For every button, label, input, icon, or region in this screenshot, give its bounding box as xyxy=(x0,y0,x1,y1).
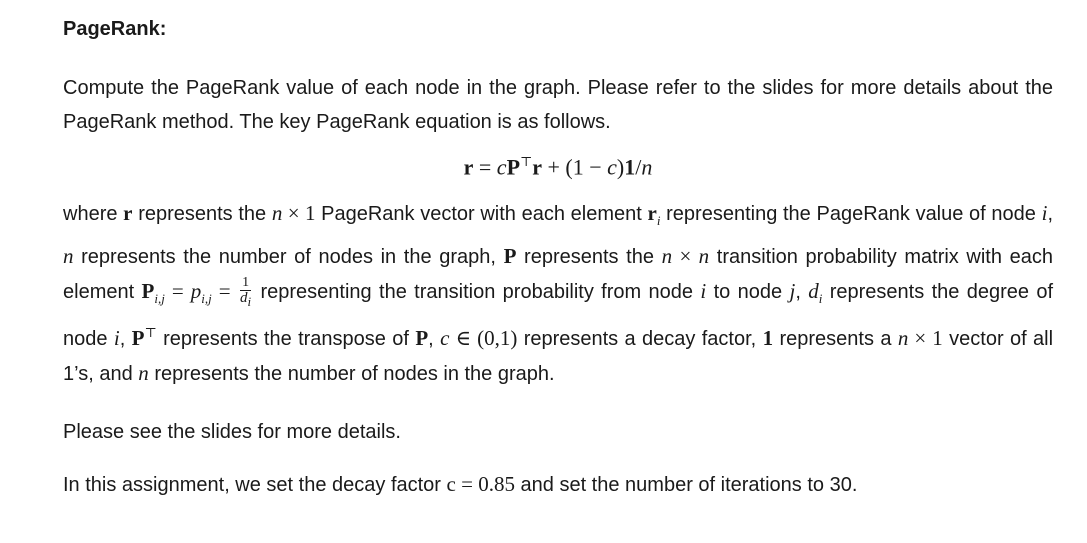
assignment-text-before: In this assignment, we set the decay factor xyxy=(63,473,441,496)
explanation-text-14: vector of all 1’s, and xyxy=(63,327,1054,385)
explanation-text-10: represents the degree of node xyxy=(63,280,1054,350)
explanation-text-13: represents a xyxy=(779,327,892,350)
explanation-paragraph: where r represents the n × 1 PageRank vector with each element $r_i$ representing the PageRank value of node i, n represents the number of nodes in the graph, P represents the n × n transition probability matrix with each element $P_{i,j} = p_{i,j}$ = $\frac{1}{d_i}$ representing the transition probability from node i to node j, $d_i$ represents the degree of node i, P⊤ represents the transpose of P, c ∈ (0,1) represents a decay factor, 1 represents a n × 1 vector of all 1’s, and n represents the number of nodes in the graph. xyxy=(63,201,1054,385)
see-slides-note: Please see the slides for more details. xyxy=(63,420,401,443)
assignment-note xyxy=(63,467,1053,502)
explanation-text-1: where xyxy=(63,203,118,226)
explanation-text-6: represents the xyxy=(524,245,654,268)
explanation-text-7: transition probability matrix with each element xyxy=(63,245,1053,303)
explanation-text-2: represents the xyxy=(138,203,267,226)
explanation-text-3: PageRank vector with each element xyxy=(321,203,642,226)
explanation-text-8: representing the transition probability from node xyxy=(260,280,694,303)
one-over-degree-fraction: $\frac{1}{d_i}$ xyxy=(240,274,252,309)
assignment-text-after: and set the number of iterations to 30. xyxy=(520,473,858,496)
document-page xyxy=(63,14,1053,502)
explanation-text-4: representing the PageRank value of node xyxy=(666,203,1036,226)
intro-line-2: about the PageRank method. The key PageRank equation is as follows. xyxy=(63,77,1053,133)
explanation-text-15: represents the number of nodes in the graph. xyxy=(154,362,555,385)
decay-factor-value: c = 0.85 xyxy=(446,471,515,496)
explanation-text-9: to node xyxy=(713,280,783,303)
explanation-text-5: represents the number of nodes in the graph, xyxy=(81,245,496,268)
explanation-text-11: represents the transpose of xyxy=(163,327,409,350)
intro-line-1: Compute the PageRank value of each node in the graph. Please refer to the slides for more details xyxy=(63,77,962,99)
pagerank-equation: r = cP⊤r + (1 − c)1/n xyxy=(463,154,653,180)
explanation-text-12: represents a decay factor, xyxy=(523,327,757,350)
intro-paragraph xyxy=(63,71,1053,139)
section-heading: PageRank: xyxy=(63,18,167,40)
